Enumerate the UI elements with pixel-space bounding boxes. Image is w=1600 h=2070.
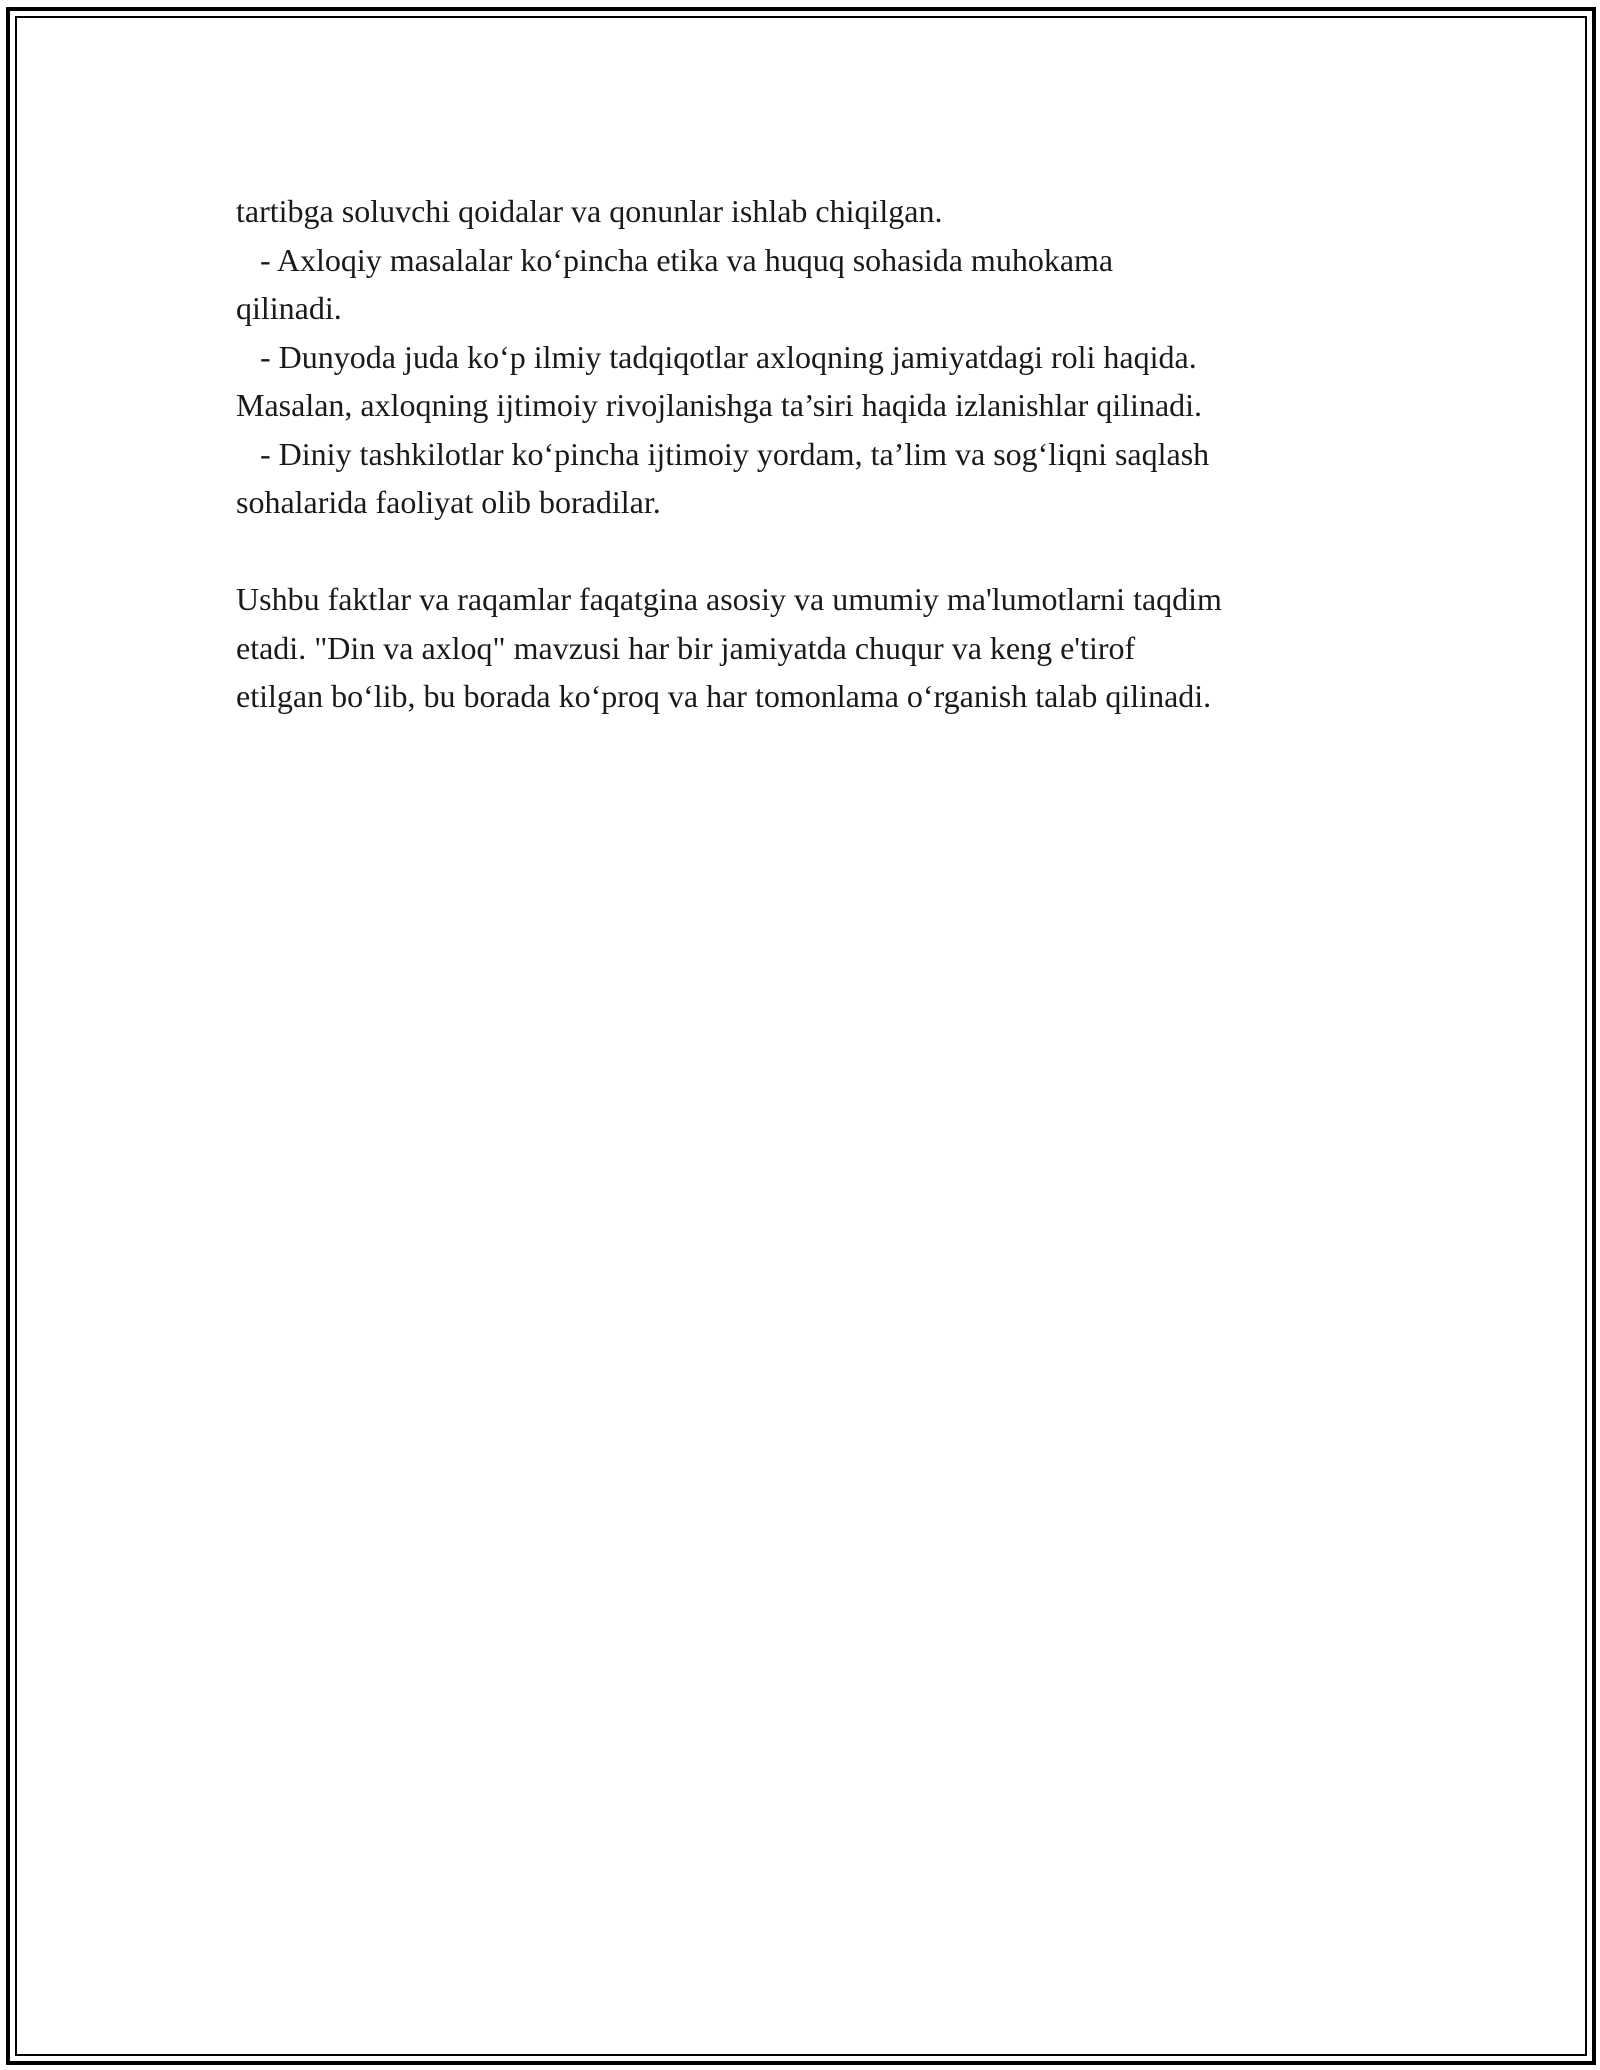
paragraph-gap <box>236 527 1396 576</box>
paragraph-list-continuation <box>236 187 1396 527</box>
text-line: sohalarida faoliyat olib boradilar. <box>236 484 661 520</box>
text-line: qilinadi. <box>236 290 342 326</box>
text-line: tartibga soluvchi qoidalar va qonunlar ishlab chiqilgan. <box>236 193 943 229</box>
text-line: - Axloqiy masalalar ko‘pincha etika va huquq sohasida muhokama <box>236 241 1114 278</box>
document-body <box>236 187 1396 721</box>
text-line: etilgan bo‘lib, bu borada ko‘proq va har tomonlama o‘rganish talab qilinadi. <box>236 678 1212 714</box>
text-line: etadi. "Din va axloq" mavzusi har bir jamiyatda chuqur va keng e'tirof <box>236 629 1136 666</box>
text-line: - Diniy tashkilotlar ko‘pincha ijtimoiy yordam, ta’lim va sog‘liqni saqlash <box>236 435 1210 472</box>
text-line: Ushbu faktlar va raqamlar faqatgina asosiy va umumiy ma'lumotlarni taqdim <box>236 581 1222 617</box>
paragraph-conclusion <box>236 575 1396 721</box>
text-line: - Dunyoda juda ko‘p ilmiy tadqiqotlar axloqning jamiyatdagi roli haqida. <box>236 338 1197 375</box>
text-line: Masalan, axloqning ijtimoiy rivojlanishga ta’siri haqida izlanishlar qilinadi. <box>236 387 1203 423</box>
